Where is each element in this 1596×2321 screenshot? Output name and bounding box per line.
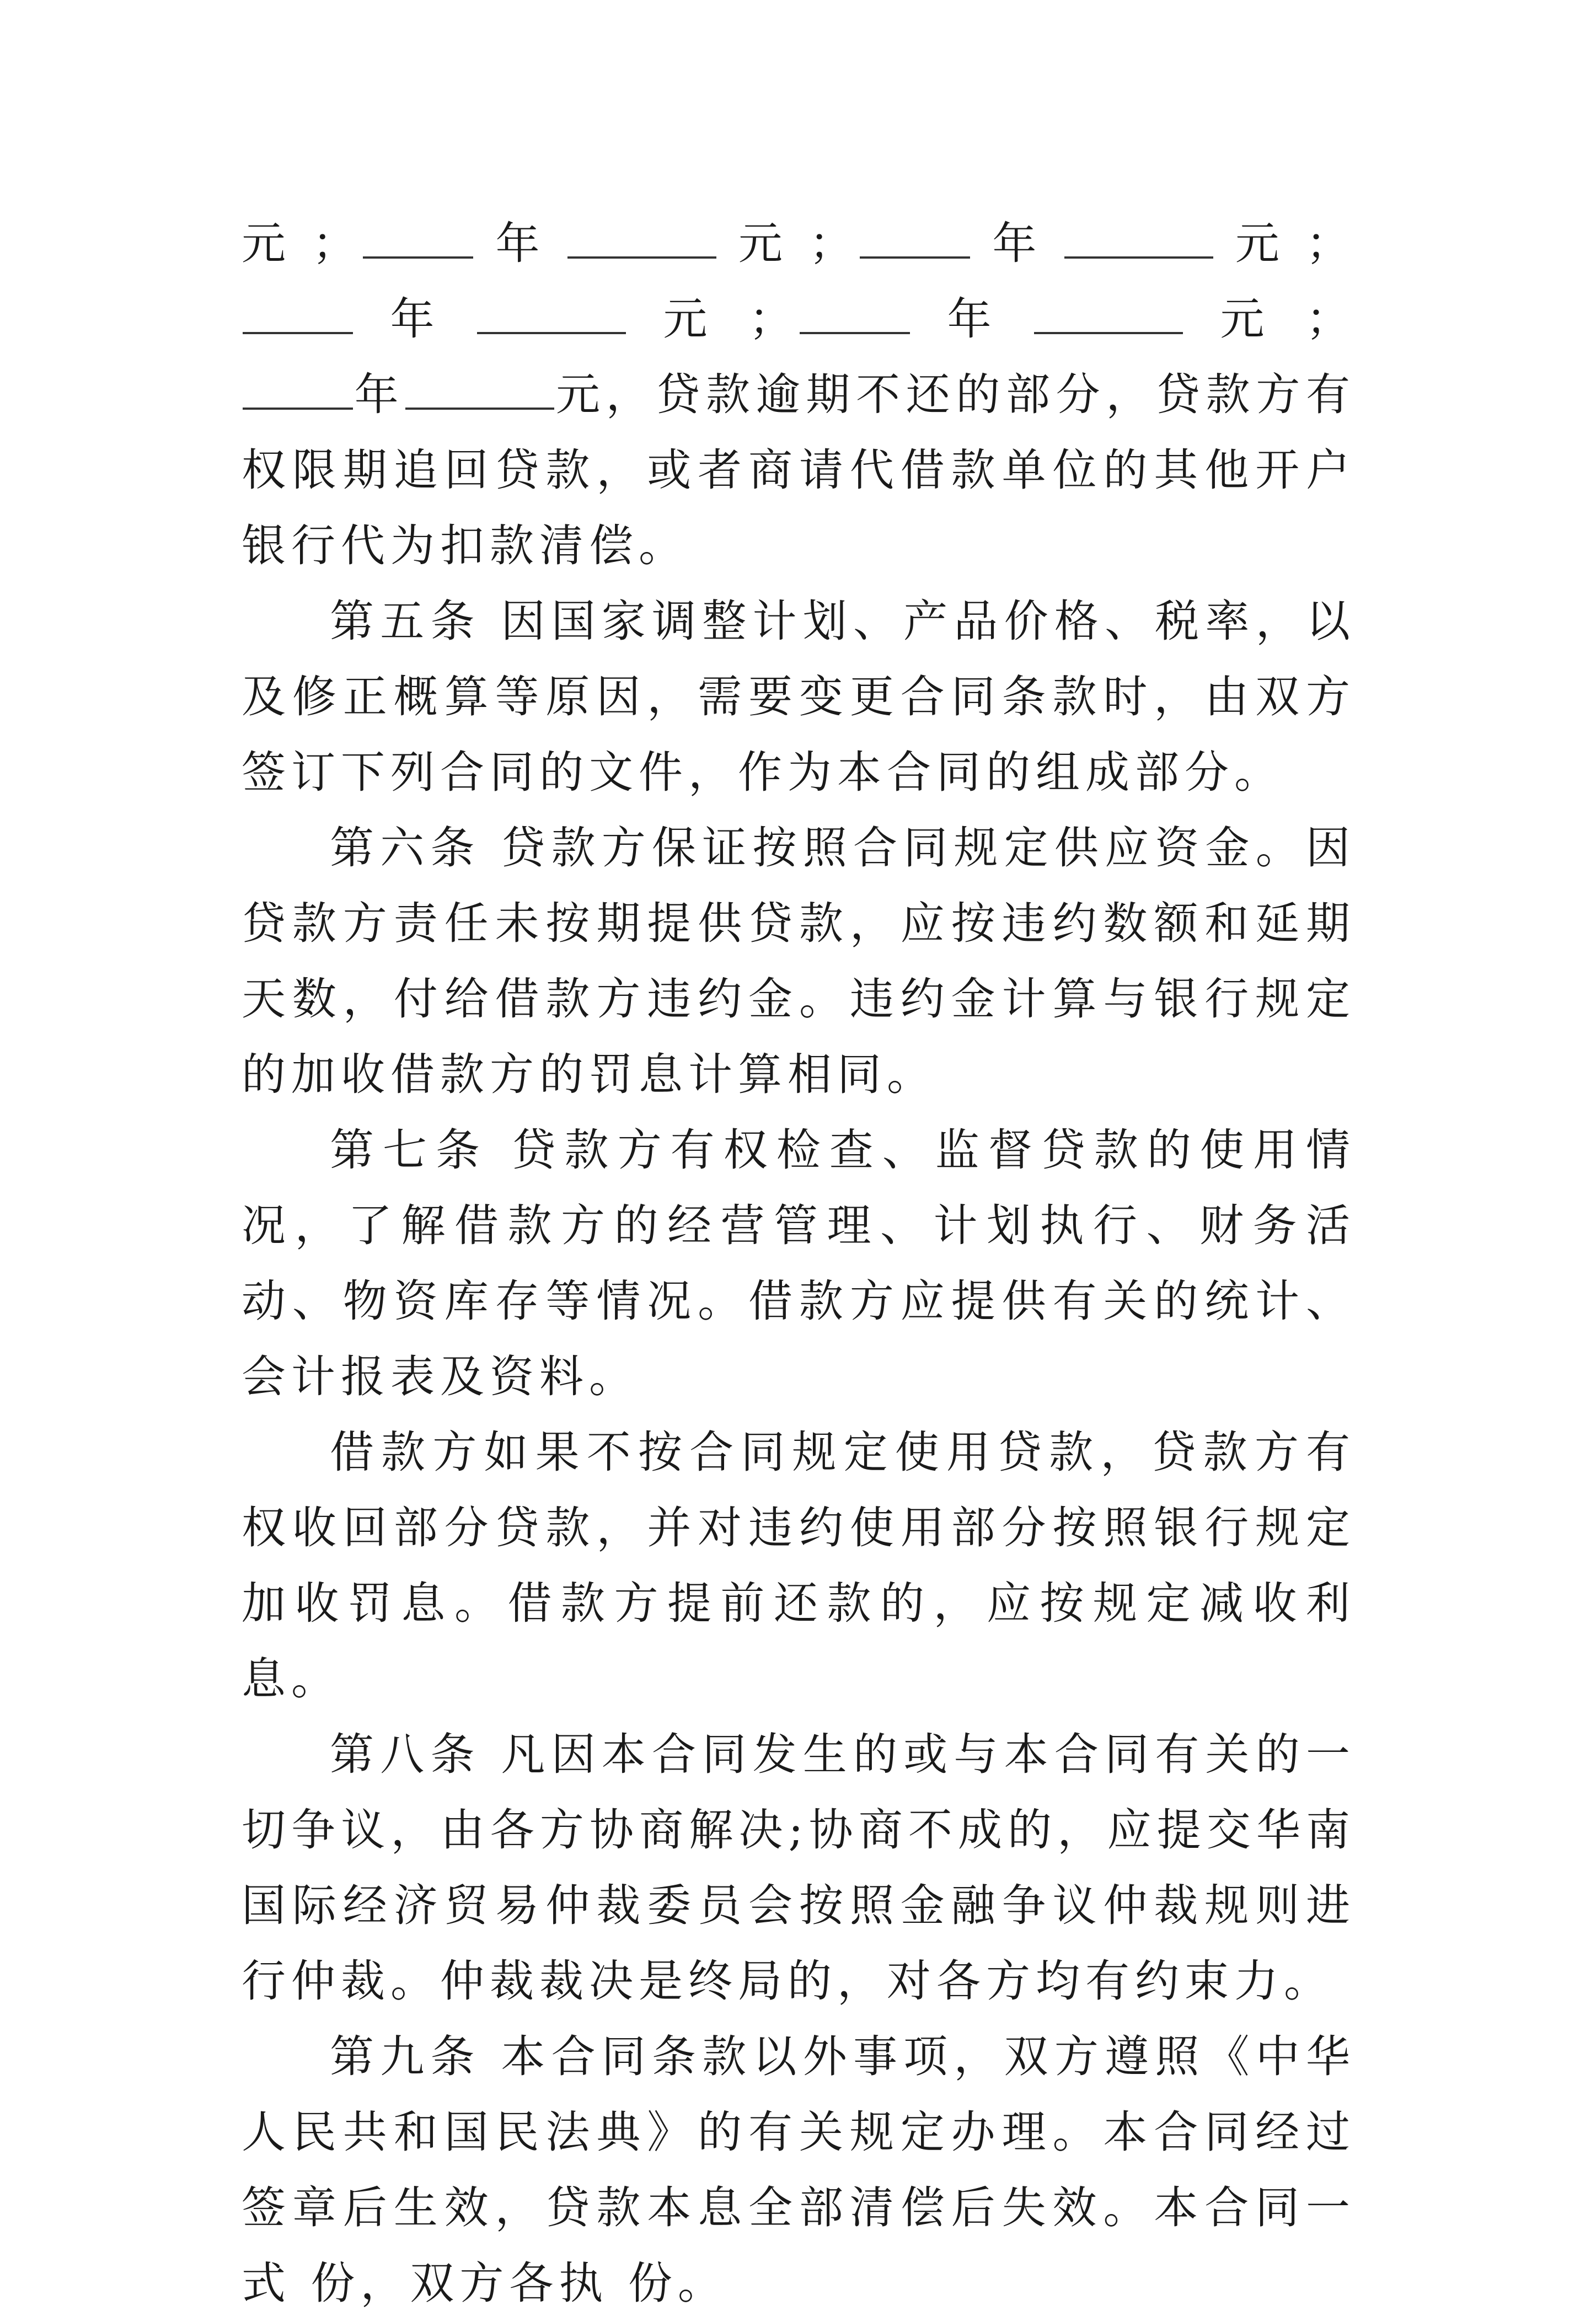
amount-blank[interactable] — [1034, 293, 1183, 334]
amount-blank[interactable] — [1064, 218, 1213, 259]
contract-text — [242, 206, 1356, 2321]
article-5: 第五条 因国家调整计划、产品价格、税率，以及修正概算等原因，需要变更合同条款时，由双方签订下列合同的文件，作为本合同的组成部分。 — [242, 596, 1356, 798]
article-8: 第八条 凡因本合同发生的或与本合同有关的一切争议，由各方协商解决;协商不成的，应提交华南国际经济贸易仲裁委员会按照金融争议仲裁规则进行仲裁。仲裁裁决是终局的，对各方均有约束力。 — [242, 1729, 1356, 2007]
year-blank[interactable] — [860, 218, 970, 259]
article-7-continued: 借款方如果不按合同规定使用贷款，贷款方有权收回部分贷款，并对违约使用部分按照银行规定加收罚息。借款方提前还款的，应按规定减收利息。 — [242, 1427, 1356, 1704]
amount-blank[interactable] — [405, 369, 554, 410]
repayment-schedule: 元； 年 元； 年 元；年 元； 年 元；年 元，贷款逾期不还的部分，贷款方有权限期追回贷款，或者商请代借款单位的其他开户银行代为扣款清偿。 — [242, 218, 1356, 571]
year-blank[interactable] — [800, 293, 910, 334]
article-6: 第六条 贷款方保证按照合同规定供应资金。因贷款方责任未按期提供贷款，应按违约数额和延期天数，付给借款方违约金。违约金计算与银行规定的加收借款方的罚息计算相同。 — [242, 822, 1356, 1100]
article-9: 第九条 本合同条款以外事项，双方遵照《中华人民共和国民法典》的有关规定办理。本合同经过签章后生效，贷款本息全部清偿后失效。本合同一式 份，双方各执 份。 — [242, 2031, 1356, 2309]
repayment-overdue-text: 贷款逾期不还的部分，贷款方有权限期追回贷款，或者商请代借款单位的其他开户银行代为扣款清偿。 — [242, 369, 1356, 571]
year-blank[interactable] — [243, 369, 353, 410]
amount-blank[interactable] — [477, 293, 626, 334]
amount-blank[interactable] — [567, 218, 716, 259]
year-blank[interactable] — [243, 293, 353, 334]
year-blank[interactable] — [363, 218, 473, 259]
article-7: 第七条 贷款方有权检查、监督贷款的使用情况，了解借款方的经营管理、计划执行、财务活动、物资库存等情况。借款方应提供有关的统计、会计报表及资料。 — [242, 1124, 1356, 1402]
